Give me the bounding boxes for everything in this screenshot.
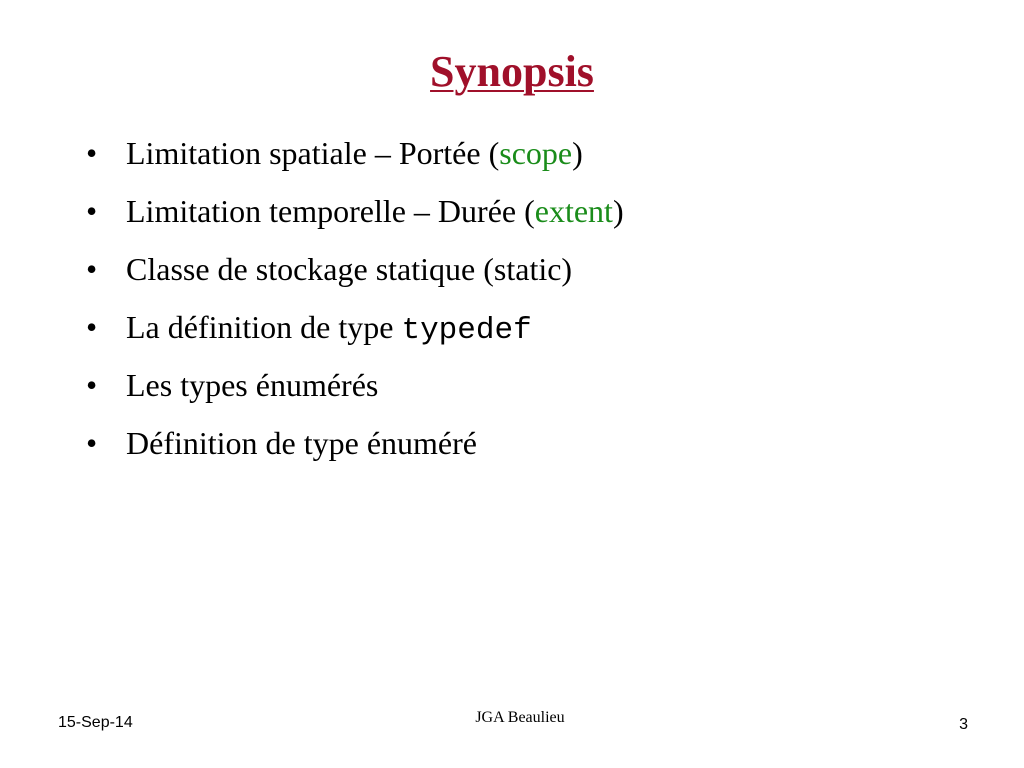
bullet-item-scope <box>86 132 624 174</box>
bullet-icon: • <box>86 251 98 287</box>
code-typedef: typedef <box>401 313 532 348</box>
bullet-icon: • <box>86 309 98 345</box>
bullet-text: Les types énumérés <box>126 367 379 403</box>
bullet-item-static <box>86 248 624 290</box>
page-number: 3 <box>959 716 968 733</box>
bullet-text: Limitation temporelle – Durée ( <box>126 193 535 229</box>
keyword-extent: extent <box>534 193 613 229</box>
bullet-item-extent <box>86 190 624 232</box>
bullet-icon: • <box>86 135 98 171</box>
bullet-text: Limitation spatiale – Portée ( <box>126 135 500 171</box>
slide-title: Synopsis <box>430 47 594 96</box>
bullet-list <box>86 132 624 480</box>
bullet-text: Définition de type énuméré <box>126 425 477 461</box>
bullet-item-enum-types <box>86 364 624 406</box>
bullet-icon: • <box>86 425 98 461</box>
bullet-text: Classe de stockage statique (static) <box>126 251 573 287</box>
footer-date: 15-Sep-14 <box>58 714 133 731</box>
footer-author: JGA Beaulieu <box>475 709 565 726</box>
keyword-scope: scope <box>499 135 573 171</box>
bullet-icon: • <box>86 367 98 403</box>
bullet-icon: • <box>86 193 98 229</box>
bullet-text-end: ) <box>572 135 583 171</box>
bullet-text: La définition de type <box>126 309 402 345</box>
bullet-item-enum-definition <box>86 422 624 464</box>
bullet-item-typedef <box>86 306 624 348</box>
bullet-text-end: ) <box>612 193 624 229</box>
